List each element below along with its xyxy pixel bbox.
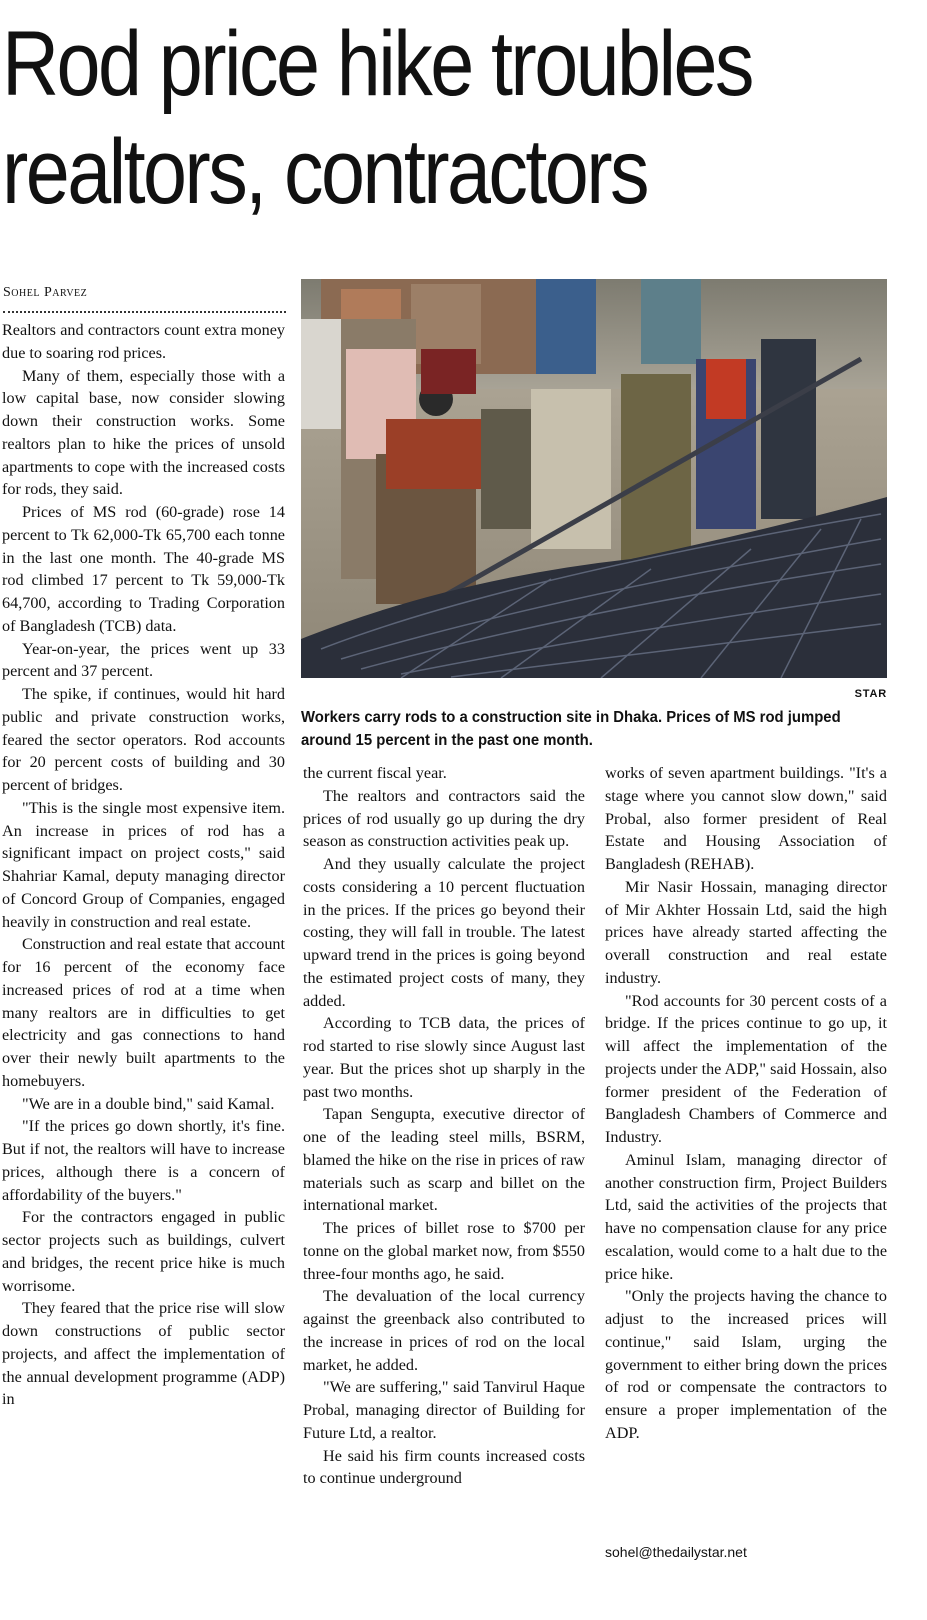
paragraph: works of seven apartment buildings. "It's a stage where you cannot slow down," said Probal, also former president of Real Estate and Housing Association of Bangladesh (REHAB).: [605, 764, 887, 873]
paragraph: "This is the single most expensive item. An increase in prices of rod has a significant impact on project costs," said Shahriar Kamal, deputy managing director of Concord Group of Companies, engaged heavily in construction and real estate.: [2, 798, 285, 931]
paragraph: They feared that the price rise will slow down constructions of public sector projects, and affect the implementation of the annual development programme (ADP) in: [2, 1299, 285, 1409]
paragraph: The devaluation of the local currency against the greenback also contributed to the increase in prices of rod on the local market, he added.: [303, 1287, 585, 1374]
article-column-3: [605, 762, 887, 1445]
paragraph: "We are suffering," said Tanvirul Haque Probal, managing director of Building for Future Ltd, a realtor.: [303, 1378, 585, 1442]
article-column-1: [2, 319, 285, 1411]
paragraph: The realtors and contractors said the prices of rod usually go up during the dry season as construction activities peak up.: [303, 786, 585, 851]
byline: Sohel Parvez: [3, 285, 88, 300]
paragraph: the current fiscal year.: [303, 764, 447, 782]
byline-divider: [3, 311, 286, 313]
paragraph: And they usually calculate the project costs considering a 10 percent fluctuation in the prices. If the prices go beyond their costing, they will fall in trouble. The latest upward trend in the prices is going beyond the estimated project costs of many, they added.: [303, 855, 585, 1010]
paragraph: Construction and real estate that account for 16 percent of the economy face increased prices of rod at a time when many realtors are in difficulties to get electricity and gas connections to hand over their newly built apartments to the homebuyers.: [2, 935, 285, 1090]
paragraph: "Rod accounts for 30 percent costs of a bridge. If the prices continue to go up, it will affect the implementation of the projects under the ADP," said Hossain, also former president of the Federation of Bangladesh Chambers of Commerce and Industry.: [605, 991, 887, 1146]
paragraph: "Only the projects having the chance to adjust to the increased prices will continue," said Islam, urging the government to either bring down the prices of rod or compensate the contractors to ensure a proper implementation of the ADP.: [605, 1287, 887, 1442]
paragraph: Prices of MS rod (60-grade) rose 14 percent to Tk 62,000-Tk 65,700 each tonne in the last one month. The 40-grade MS rod climbed 17 percent to Tk 59,000-Tk 64,700, according to Trading Corporation of Bangladesh (TCB) data.: [2, 503, 285, 635]
photo-caption: Workers carry rods to a construction site in Dhaka. Prices of MS rod jumped around 15 percent in the past one month.: [301, 709, 841, 749]
news-photo: [301, 279, 887, 678]
paragraph: Realtors and contractors count extra money due to soaring rod prices.: [2, 321, 285, 362]
paragraph: Aminul Islam, managing director of another construction firm, Project Builders Ltd, said the activities of the projects that have no compensation clause for any price escalation, would come to a halt due to the price hike.: [605, 1150, 887, 1283]
paragraph: "If the prices go down shortly, it's fine. But if not, the realtors will have to increase prices, although there is a concern of affordability of the buyers.": [2, 1117, 285, 1204]
paragraph: According to TCB data, the prices of rod started to rise slowly since August last year. But the prices shot up sharply in the past two months.: [303, 1014, 585, 1101]
paragraph: "We are in a double bind," said Kamal.: [22, 1094, 275, 1113]
workers-carrying-rods-image: [301, 279, 887, 678]
author-email: sohel@thedailystar.net: [605, 1544, 747, 1560]
paragraph: Tapan Sengupta, executive director of one of the leading steel mills, BSRM, blamed the hike on the rise in prices of raw materials such as scarp and billet on the international market.: [303, 1105, 585, 1215]
photo-credit: STAR: [854, 688, 887, 700]
paragraph: Many of them, especially those with a low capital base, now consider slowing down their construction works. Some realtors plan to hike the prices of unsold apartments to cope with the increased costs for rods, they said.: [2, 366, 285, 499]
headline: Rod price hike troubles realtors, contractors: [2, 13, 752, 223]
paragraph: The spike, if continues, would hit hard public and private construction works, feared the sector operators. Rod accounts for 20 percent costs of building and 30 percent of bridges.: [2, 685, 285, 794]
article-column-2: [303, 762, 585, 1490]
paragraph: Year-on-year, the prices went up 33 percent and 37 percent.: [2, 639, 285, 681]
paragraph: Mir Nasir Hossain, managing director of Mir Akhter Hossain Ltd, said the high prices have already started affecting the overall construction and real estate industry.: [605, 877, 887, 987]
paragraph: The prices of billet rose to $700 per tonne on the global market now, from $550 three-four months ago, he said.: [303, 1219, 585, 1283]
paragraph: He said his firm counts increased costs to continue underground: [303, 1446, 585, 1488]
paragraph: For the contractors engaged in public sector projects such as buildings, culvert and bridges, the recent price hike is much worrisome.: [2, 1208, 285, 1295]
